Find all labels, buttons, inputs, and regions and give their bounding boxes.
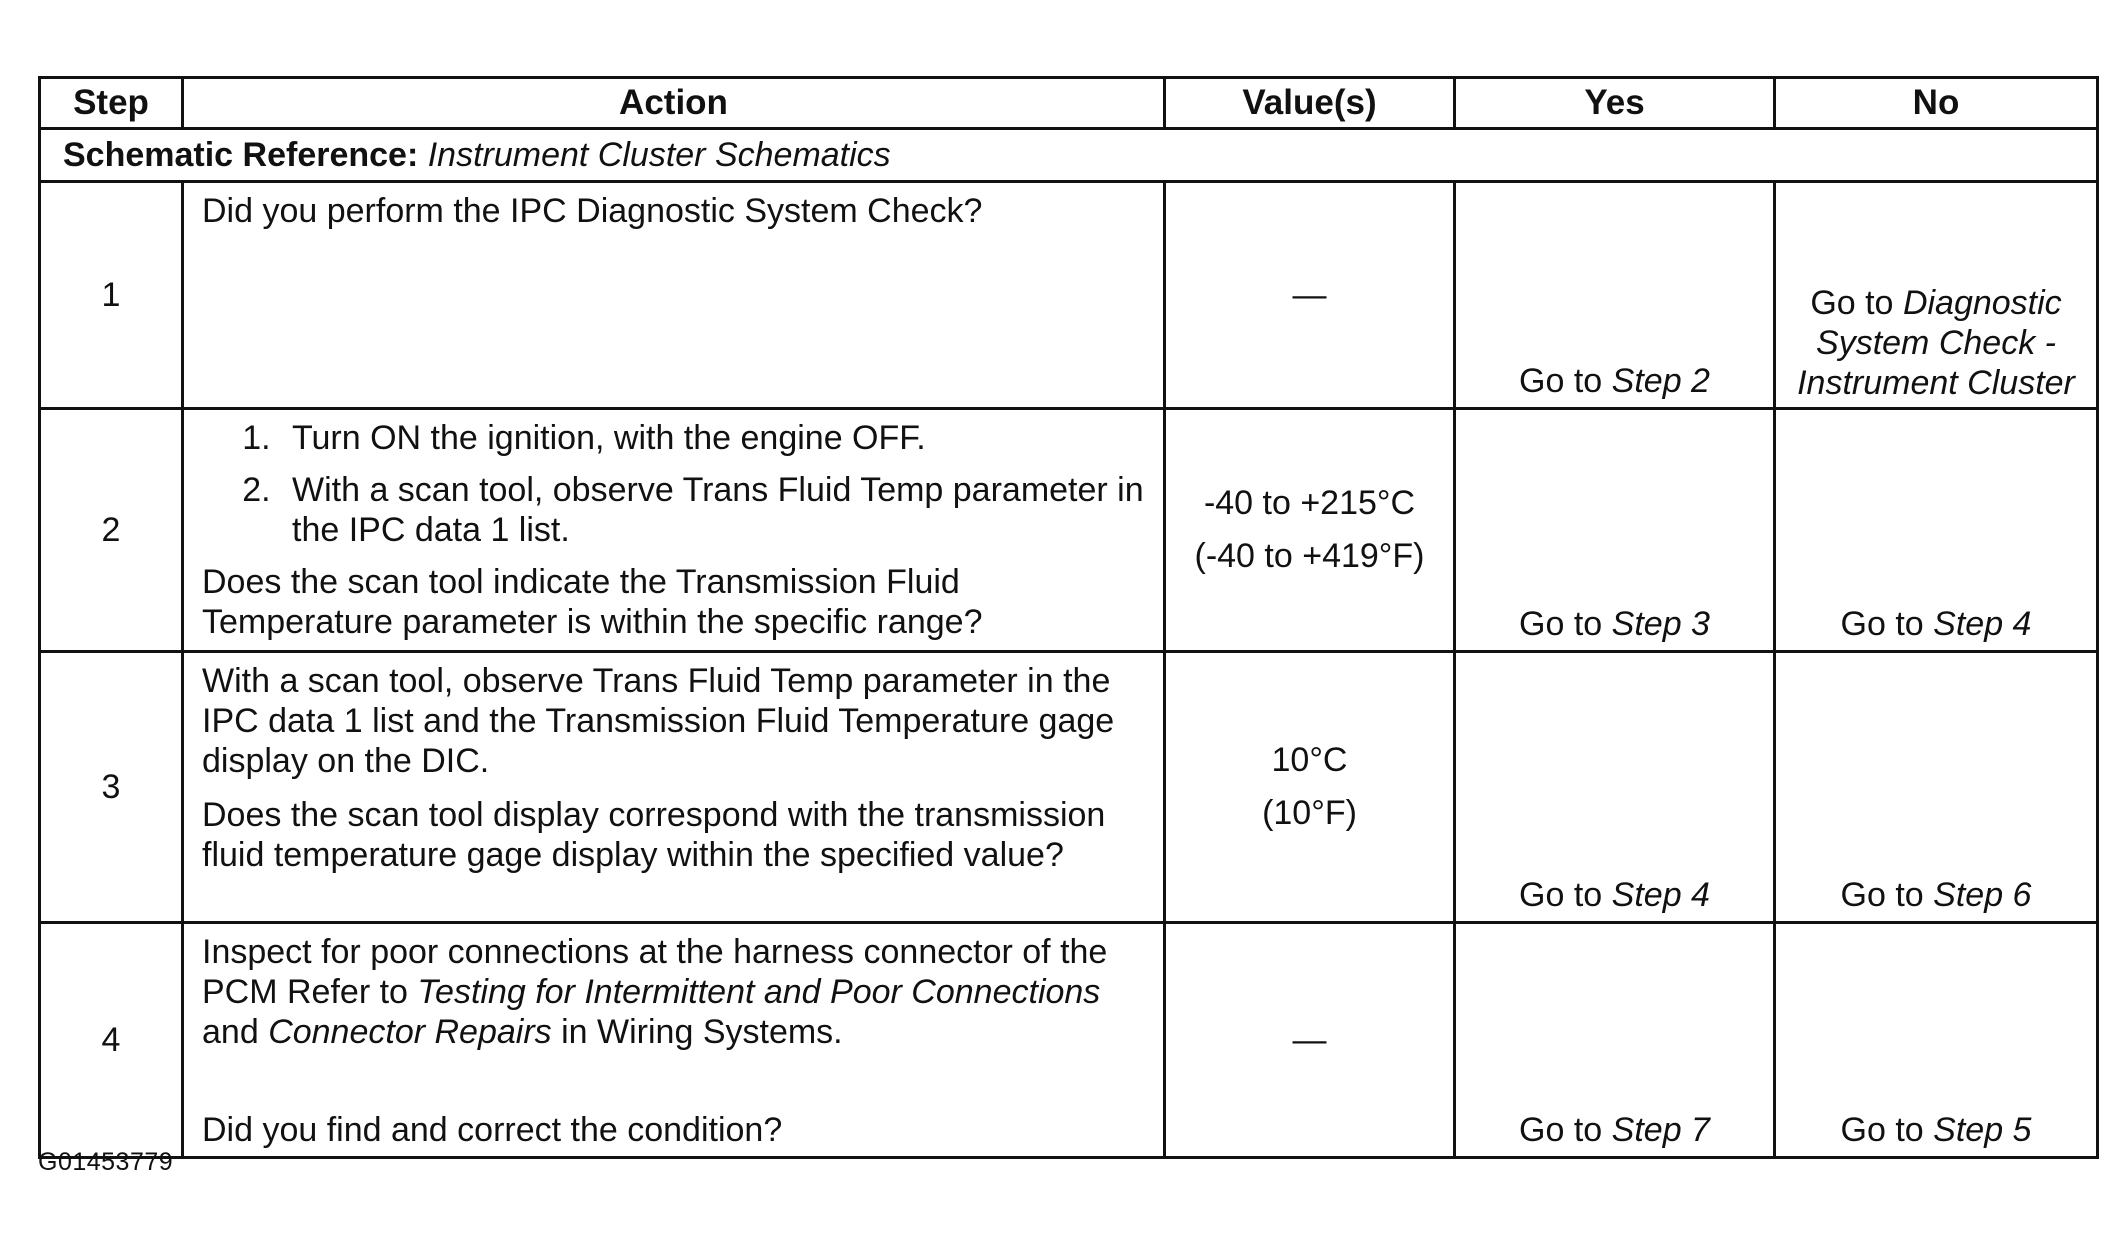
no-cell [1775, 652, 2098, 923]
testing-intermittent-link[interactable]: Testing for Intermittent and Poor Connections [417, 973, 1101, 1012]
table-row [40, 182, 2098, 409]
value-metric: 10°C [1271, 741, 1348, 780]
action-question: Does the scan tool indicate the Transmission Fluid Temperature parameter is within the specific range? [202, 563, 983, 642]
action-text-part: and [202, 1013, 259, 1052]
header-yes: Yes [1455, 78, 1775, 129]
no-step-link[interactable]: Step 5 [1933, 1111, 2032, 1150]
no-prefix: Go to [1810, 283, 1894, 322]
yes-cell [1455, 652, 1775, 923]
connector-repairs-link[interactable]: Connector Repairs [268, 1013, 552, 1052]
action-cell [183, 409, 1165, 652]
action-question: Does the scan tool display correspond with the transmission fluid temperature gage display within the specified value? [202, 796, 1106, 875]
yes-prefix: Go to [1519, 875, 1603, 914]
action-text [202, 932, 1149, 1052]
yes-step-link[interactable]: Step 3 [1611, 604, 1710, 643]
no-step-link[interactable]: Step 6 [1933, 875, 2032, 914]
yes-cell [1455, 923, 1775, 1158]
schematic-reference-label: Schematic Reference: [63, 135, 419, 174]
yes-step-link[interactable]: Step 2 [1611, 361, 1710, 400]
action-cell [183, 652, 1165, 923]
header-step: Step [40, 78, 183, 129]
yes-cell [1455, 182, 1775, 409]
table-header-row [40, 78, 2098, 129]
value-metric: -40 to +215°C [1203, 484, 1416, 523]
header-values: Value(s) [1165, 78, 1455, 129]
yes-step-link[interactable]: Step 4 [1611, 875, 1710, 914]
action-cell [183, 923, 1165, 1158]
table-row [40, 409, 2098, 652]
header-no: No [1775, 78, 2098, 129]
action-question: Did you find and correct the condition? [202, 1111, 783, 1150]
yes-cell [1455, 409, 1775, 652]
diagnostic-table [38, 76, 2099, 1159]
no-prefix: Go to [1840, 604, 1924, 643]
action-text: Did you perform the IPC Diagnostic System Check? [202, 192, 983, 230]
figure-id: G01453779 [38, 1148, 174, 1176]
action-cell [183, 182, 1165, 409]
action-step-item: 1. Turn ON the ignition, with the engine OFF. [280, 418, 1149, 458]
value-cell [1165, 652, 1455, 923]
yes-prefix: Go to [1519, 604, 1603, 643]
yes-prefix: Go to [1519, 1111, 1603, 1150]
value-cell: — [1165, 923, 1455, 1158]
value-imperial: (10°F) [1262, 794, 1357, 832]
step-number: 1 [40, 182, 183, 409]
yes-prefix: Go to [1519, 361, 1603, 400]
action-text: With a scan tool, observe Trans Fluid Temp parameter in the IPC data 1 list and the Transmission Fluid Temperature gage display on the DIC. [202, 662, 1115, 781]
value-cell [1165, 409, 1455, 652]
header-action: Action [183, 78, 1165, 129]
no-step-link[interactable]: Diagnostic System Check - Instrument Cluster [1797, 283, 2075, 402]
no-cell [1775, 923, 2098, 1158]
value-cell: — [1165, 182, 1455, 409]
step-number: 4 [40, 923, 183, 1158]
step-number: 3 [40, 652, 183, 923]
action-step-item: 2. With a scan tool, observe Trans Fluid Temp parameter in the IPC data 1 list. [280, 470, 1149, 550]
schematic-reference-link[interactable]: Instrument Cluster Schematics [427, 135, 891, 174]
no-prefix: Go to [1840, 1111, 1924, 1150]
yes-step-link[interactable]: Step 7 [1611, 1111, 1710, 1150]
no-step-link[interactable]: Step 4 [1933, 604, 2032, 643]
action-text-part: in Wiring Systems. [561, 1013, 843, 1052]
action-step-list [202, 418, 1149, 550]
value-imperial: (-40 to +419°F) [1194, 537, 1425, 575]
table-row [40, 652, 2098, 923]
table-row [40, 923, 2098, 1158]
schematic-reference [40, 129, 2098, 182]
no-cell [1775, 182, 2098, 409]
schematic-reference-row [40, 129, 2098, 182]
no-prefix: Go to [1840, 875, 1924, 914]
step-number: 2 [40, 409, 183, 652]
action-text-part: Inspect for poor connections at the harness connector of the PCM Refer to [202, 933, 1108, 1012]
no-cell [1775, 409, 2098, 652]
